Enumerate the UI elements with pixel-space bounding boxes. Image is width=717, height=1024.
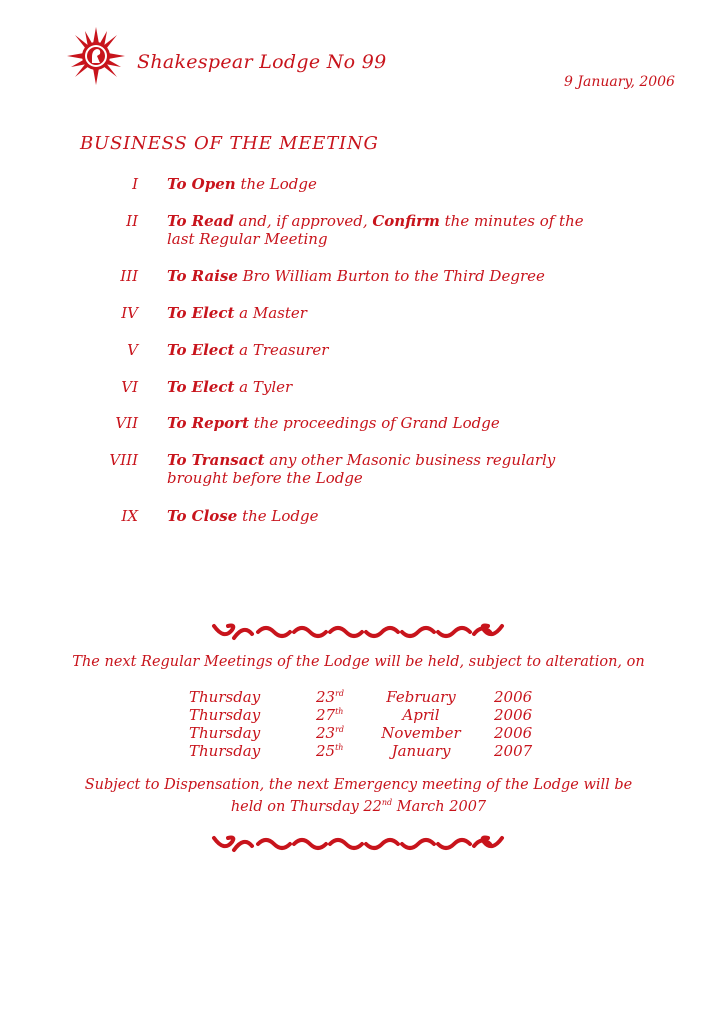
item-numeral: V xyxy=(127,341,138,359)
lodge-name: Shakespear Lodge No 99 xyxy=(137,51,387,73)
item-rest: a Tyler xyxy=(234,378,293,396)
meeting-day: Thursday xyxy=(189,688,261,706)
scroll-ornament-icon xyxy=(210,622,506,642)
item-action: To Elect xyxy=(167,378,235,396)
item-action-secondary: Confirm xyxy=(372,212,440,230)
meeting-date-suffix: rd xyxy=(335,725,345,734)
item-rest: and, if approved, xyxy=(233,212,373,230)
item-rest: any other Masonic business regularly brought before the Lodge xyxy=(167,451,556,487)
item-action: To Report xyxy=(167,414,250,432)
item-rest: the Lodge xyxy=(235,175,317,193)
meeting-month: April xyxy=(402,706,440,724)
dispensation-line-2 xyxy=(60,794,657,816)
item-text xyxy=(167,507,617,525)
meeting-date xyxy=(316,706,343,724)
item-action: To Raise xyxy=(167,267,238,285)
scroll-ornament-icon xyxy=(210,834,506,854)
item-text xyxy=(167,212,597,248)
item-action: To Open xyxy=(167,175,236,193)
item-numeral: I xyxy=(132,175,138,193)
item-text xyxy=(167,414,617,432)
meeting-date-number: 27 xyxy=(316,706,336,724)
dispensation-date-text: held on Thursday 22 xyxy=(230,799,382,815)
meeting-row xyxy=(0,706,717,724)
meeting-date-suffix: th xyxy=(335,707,344,716)
meeting-day: Thursday xyxy=(189,706,261,724)
item-numeral: II xyxy=(126,212,138,230)
item-text xyxy=(167,304,617,322)
item-numeral: VI xyxy=(121,378,138,396)
item-numeral: IV xyxy=(121,304,138,322)
item-action: To Transact xyxy=(167,451,265,469)
meeting-day: Thursday xyxy=(189,742,261,760)
meeting-date-number: 23 xyxy=(316,688,336,706)
meeting-date-suffix: th xyxy=(335,743,344,752)
meeting-month: November xyxy=(381,724,461,742)
dispensation-date-suffix: nd xyxy=(381,798,393,807)
item-numeral: III xyxy=(120,267,138,285)
item-action: To Read xyxy=(167,212,234,230)
meeting-row xyxy=(0,688,717,706)
meeting-year: 2006 xyxy=(494,706,533,724)
meeting-day: Thursday xyxy=(189,724,261,742)
item-rest: a Master xyxy=(234,304,307,322)
meetings-intro: The next Regular Meetings of the Lodge will be held, subject to alteration, on xyxy=(72,654,645,670)
item-action: To Elect xyxy=(167,341,235,359)
meeting-date xyxy=(316,724,344,742)
item-text xyxy=(167,267,617,285)
meeting-date-suffix: rd xyxy=(335,689,345,698)
meeting-month: January xyxy=(391,742,451,760)
item-numeral: IX xyxy=(121,507,138,525)
meeting-year: 2007 xyxy=(494,742,533,760)
item-numeral: VII xyxy=(115,414,138,432)
item-text xyxy=(167,378,617,396)
item-text xyxy=(167,175,617,193)
item-action: To Elect xyxy=(167,304,235,322)
item-action: To Close xyxy=(167,507,238,525)
meeting-date xyxy=(316,688,344,706)
meeting-date-number: 25 xyxy=(316,742,336,760)
item-rest: the proceedings of Grand Lodge xyxy=(249,414,500,432)
item-rest: Bro William Burton to the Third Degree xyxy=(237,267,545,285)
item-text xyxy=(167,341,617,359)
meeting-month: February xyxy=(386,688,456,706)
dispensation-line-1: Subject to Dispensation, the next Emergency meeting of the Lodge will be xyxy=(84,777,633,793)
agenda-heading: BUSINESS OF THE MEETING xyxy=(80,133,379,154)
meeting-date xyxy=(316,742,343,760)
meeting-row xyxy=(0,724,717,742)
meeting-year: 2006 xyxy=(494,688,533,706)
document-date: 9 January, 2006 xyxy=(564,74,675,90)
meeting-row xyxy=(0,742,717,760)
item-rest: a Treasurer xyxy=(234,341,329,359)
item-text xyxy=(167,451,607,487)
meeting-date-number: 23 xyxy=(316,724,336,742)
masonic-star-emblem-icon xyxy=(66,26,126,86)
meeting-year: 2006 xyxy=(494,724,533,742)
item-rest: the Lodge xyxy=(237,507,319,525)
dispensation-notice xyxy=(60,776,657,816)
dispensation-month-year: March 2007 xyxy=(392,799,487,815)
item-numeral: VIII xyxy=(109,451,138,469)
item-rest-secondary: the minutes of the last Regular Meeting xyxy=(167,212,584,248)
